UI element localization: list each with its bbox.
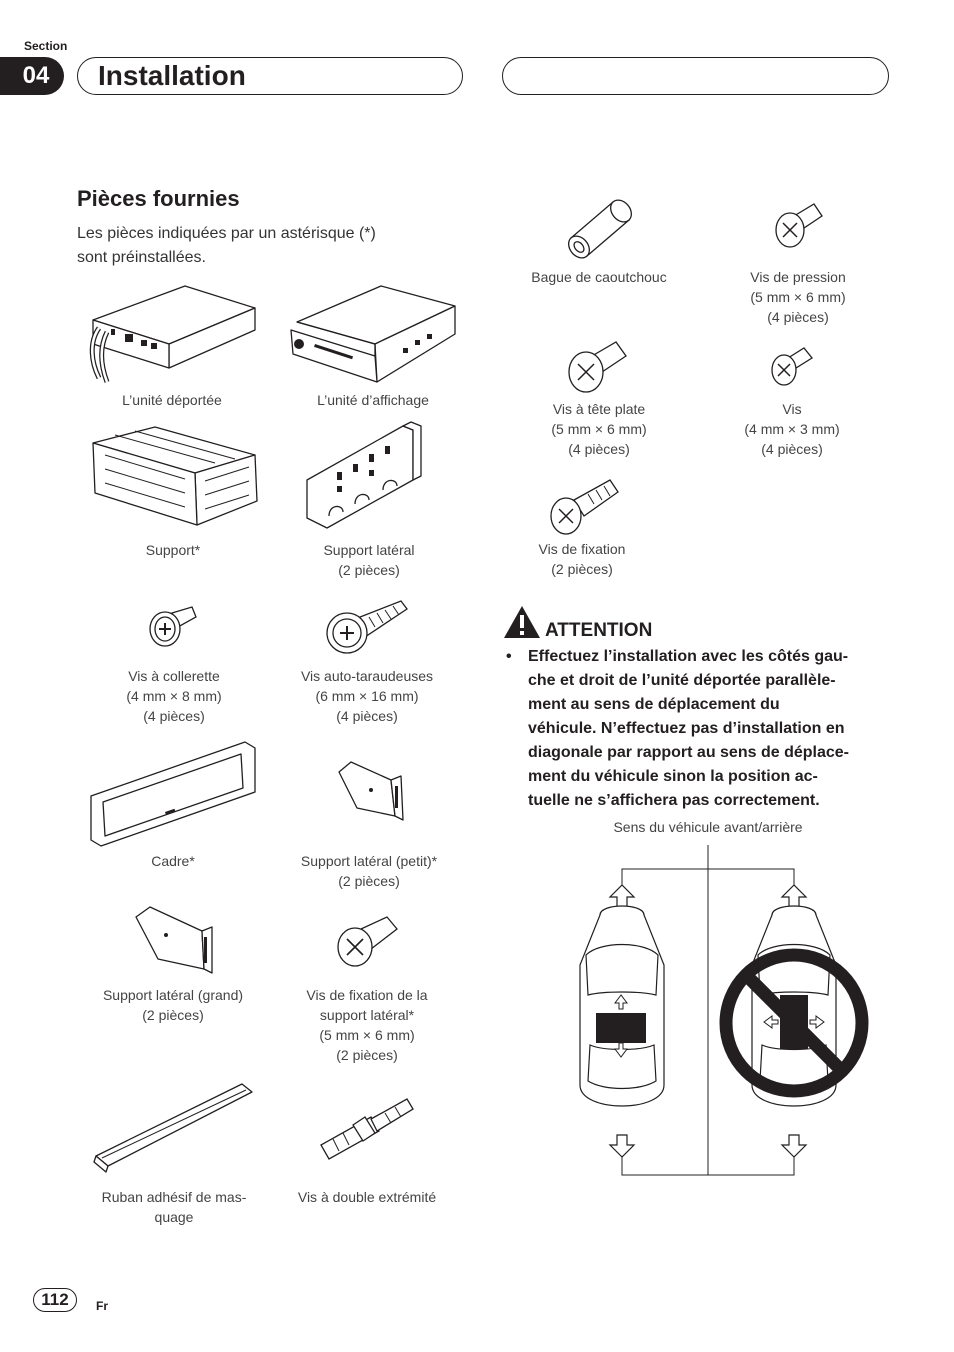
attention-bullet: •: [506, 648, 512, 665]
header-right-frame: [502, 57, 889, 95]
attention-heading: ATTENTION: [545, 620, 653, 641]
part-caption-side-bracket: Support latéral (2 pièces): [323, 542, 415, 578]
intro-line: Les pièces indiquées par un astérisque (*): [77, 225, 376, 242]
part-caption-sleeve: Support*: [145, 542, 201, 558]
intro-line: sont préinstallées.: [77, 249, 206, 266]
part-caption-flange-screw: Vis à collerette (4 mm × 8 mm) (4 pièces): [126, 668, 222, 724]
side-bracket-icon: [303, 420, 438, 532]
pressure-screw-icon: [772, 200, 826, 254]
bracket-screw-icon: [335, 915, 400, 970]
part-caption-pressure-screw: Vis de pression (5 mm × 6 mm) (4 pièces): [750, 269, 846, 325]
section-number-badge: 04: [0, 57, 64, 95]
part-caption-flat-head-screw: Vis à tête plate (5 mm × 6 mm) (4 pièces): [551, 401, 647, 457]
tapping-screw-icon: [325, 597, 410, 655]
flange-screw-icon: [148, 605, 198, 649]
part-caption-masking-tape: Ruban adhésif de mas- quage: [101, 1189, 247, 1225]
page-title: Installation: [98, 60, 246, 91]
part-caption-small-side-bracket: Support latéral (petit)* (2 pièces): [300, 853, 438, 889]
stud-bolt-icon: [315, 1095, 415, 1165]
rubber-bush-icon: [565, 198, 635, 260]
trim-frame-icon: [85, 738, 260, 850]
part-caption-tapping-screw: Vis auto-taraudeuses (6 mm × 16 mm) (4 pièces): [300, 668, 434, 724]
small-side-bracket-icon: [335, 760, 405, 825]
part-caption-remote-unit: L’unité déportée: [122, 392, 222, 408]
diagram-caption: Sens du véhicule avant/arrière: [613, 819, 803, 835]
fixing-screw-icon: [548, 478, 620, 538]
attention-text: Effectuez l’installation avec les côtés gau- che et droit de l’unité déportée parallèle- ment au sens de déplacement du véhicule. N’effectuez pas d’installation en diagonale par rapport au sens de déplace- ment du véhicule sinon la position ac- tuelle ne s’affichera pas correctement.: [528, 648, 849, 809]
page-number: 112: [33, 1288, 77, 1312]
small-screw-icon: [770, 346, 815, 391]
section-label: Section: [24, 39, 68, 53]
language-code: Fr: [96, 1299, 108, 1313]
flat-head-screw-icon: [566, 340, 630, 395]
section-heading: Pièces fournies: [77, 186, 240, 211]
display-unit-icon: [285, 282, 463, 387]
vehicle-direction-diagram: [560, 845, 880, 1180]
sleeve-icon: [85, 425, 263, 530]
masking-tape-icon: [92, 1078, 257, 1173]
intro-text: [77, 222, 457, 270]
part-caption-trim-frame: Cadre*: [151, 853, 195, 869]
large-side-bracket-icon: [132, 905, 217, 977]
part-caption-bracket-screw: Vis de fixation de la support latéral* (5 mm × 6 mm) (2 pièces): [306, 987, 428, 1063]
part-caption-rubber-bush: Bague de caoutchouc: [531, 269, 667, 285]
part-caption-fixing-screw: Vis de fixation (2 pièces): [538, 541, 626, 577]
part-caption-large-side-bracket: Support latéral (grand) (2 pièces): [102, 987, 244, 1023]
part-caption-display-unit: L’unité d’affichage: [317, 392, 429, 408]
warning-triangle-icon: [503, 605, 541, 639]
remote-unit-icon: [85, 282, 260, 387]
part-caption-stud-bolt: Vis à double extrémité: [297, 1189, 437, 1205]
part-caption-small-screw: Vis (4 mm × 3 mm) (4 pièces): [744, 401, 840, 457]
